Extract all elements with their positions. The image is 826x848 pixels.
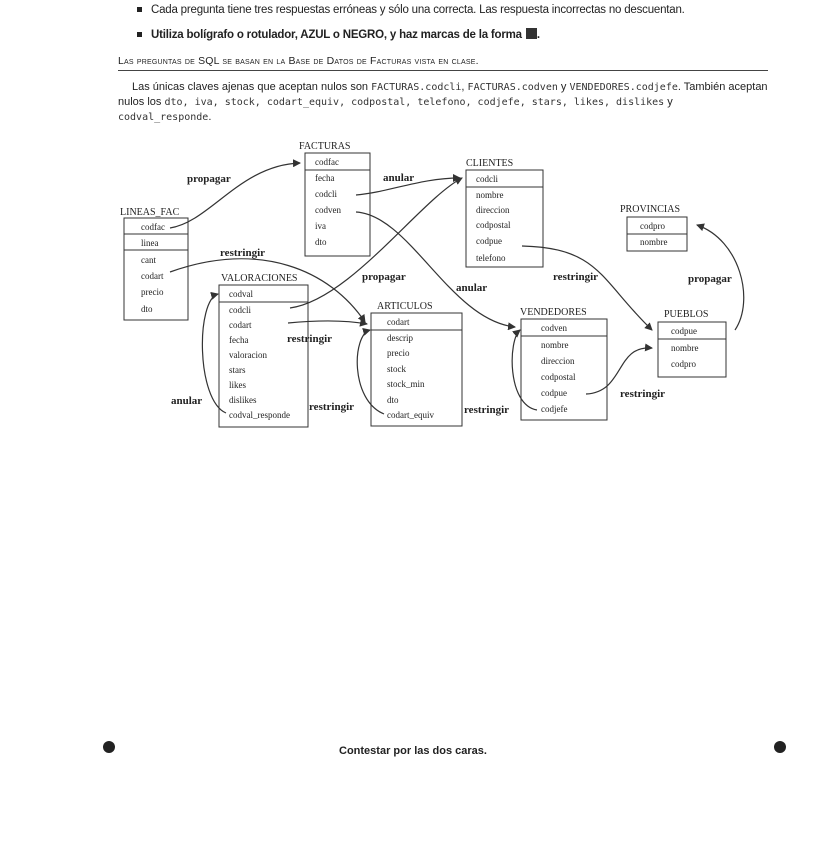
- registration-dot-right: [774, 741, 786, 753]
- table-valoraciones: [219, 273, 308, 427]
- field: codpue: [476, 236, 502, 246]
- table-vendedores: [520, 307, 607, 420]
- field: codpro: [640, 221, 665, 231]
- nullable-field-list: dto, iva, stock, codart_equiv, codpostal, telefono, codjefe, stars, likes, dislikes: [164, 97, 665, 108]
- field: codcli: [315, 189, 337, 199]
- field: cant: [141, 255, 156, 265]
- relationship-label: anular: [171, 395, 203, 407]
- table-lineas-fac: [120, 207, 188, 320]
- field: codart_equiv: [387, 410, 434, 420]
- table-title: LINEAS_FAC: [120, 207, 180, 218]
- fk-arrow-lineas-articulos: [170, 259, 365, 322]
- foreign-key-1: FACTURAS.codcli: [371, 82, 462, 93]
- paragraph-text: ,: [461, 81, 468, 93]
- relationship-label: restringir: [287, 333, 333, 345]
- field: codven: [315, 205, 341, 215]
- table-title: FACTURAS: [299, 141, 351, 152]
- fk-arrow-vendedores-self: [512, 330, 537, 410]
- field: iva: [315, 221, 326, 231]
- relationship-label: restringir: [620, 388, 666, 400]
- table-provincias: [620, 204, 687, 251]
- field: dislikes: [229, 395, 257, 405]
- field: dto: [387, 395, 399, 405]
- foreign-key-2: FACTURAS.codven: [467, 82, 558, 93]
- field: codart: [229, 320, 252, 330]
- field: stock_min: [387, 379, 425, 389]
- field: nombre: [671, 343, 699, 353]
- fk-arrow-valoraciones-articulos: [288, 321, 367, 324]
- table-title: PROVINCIAS: [620, 204, 681, 215]
- field: codcli: [229, 305, 251, 315]
- field: linea: [141, 238, 159, 248]
- field: codven: [541, 323, 567, 333]
- table-facturas: [299, 141, 370, 256]
- table-title: CLIENTES: [466, 158, 514, 169]
- table-box: [124, 250, 188, 320]
- instruction-text-2: Utiliza bolígrafo o rotulador, AZUL o NEGRO, y haz marcas de la forma: [151, 29, 522, 41]
- table-pueblos: [658, 309, 726, 377]
- table-title: ARTICULOS: [377, 301, 433, 312]
- paragraph-text: y: [557, 81, 570, 93]
- instruction-text-1: Cada pregunta tiene tres respuestas erróneas y sólo una correcta. Las respuesta incorrectas no descuentan.: [151, 4, 685, 16]
- relationship-label: anular: [456, 282, 488, 294]
- field: codpostal: [476, 220, 511, 230]
- table-title: PUEBLOS: [664, 309, 709, 320]
- relationship-label: restringir: [220, 247, 266, 259]
- field: codpue: [541, 388, 567, 398]
- field: codfac: [315, 157, 339, 167]
- field: precio: [141, 287, 164, 297]
- paragraph-text: Las únicas claves ajenas que aceptan nulos son: [132, 81, 372, 93]
- relationship-label: anular: [383, 172, 415, 184]
- table-articulos: [371, 301, 462, 426]
- field: codpue: [671, 326, 697, 336]
- relationship-label: restringir: [553, 271, 599, 283]
- relationship-label: propagar: [362, 271, 406, 283]
- field: codpro: [671, 359, 696, 369]
- field: direccion: [541, 356, 575, 366]
- field: direccion: [476, 205, 510, 215]
- field: telefono: [476, 253, 506, 263]
- table-clientes: [466, 158, 543, 267]
- field: stock: [387, 364, 406, 374]
- field: codart: [141, 271, 164, 281]
- field: valoracion: [229, 350, 267, 360]
- section-heading: Las preguntas de SQL se basan en la Base de Datos de Facturas vista en clase.: [118, 55, 768, 71]
- relationship-label: restringir: [309, 401, 355, 413]
- field: codval_responde: [229, 410, 290, 420]
- field: descrip: [387, 333, 413, 343]
- foreign-key-3: VENDEDORES.codjefe: [569, 82, 678, 93]
- instruction-bullet-2: Utiliza bolígrafo o rotulador, AZUL o NEGRO, y haz marcas de la forma .: [137, 28, 540, 41]
- relationship-label: propagar: [688, 273, 732, 285]
- field: fecha: [229, 335, 249, 345]
- field: nombre: [640, 237, 668, 247]
- nullable-field-last: codval_responde: [118, 112, 209, 123]
- relationship-label: restringir: [464, 404, 510, 416]
- fk-arrow-valoraciones-self: [202, 294, 226, 413]
- table-title: VENDEDORES: [520, 307, 587, 318]
- field: precio: [387, 348, 410, 358]
- field: dto: [315, 237, 327, 247]
- field: nombre: [476, 190, 504, 200]
- paragraph-text: . También aceptan nulos los: [118, 81, 768, 108]
- field: codcli: [476, 174, 498, 184]
- field: likes: [229, 380, 246, 390]
- field: codart: [387, 317, 410, 327]
- paragraph-text: .: [208, 111, 212, 123]
- pk-box: [371, 313, 462, 330]
- field: codpostal: [541, 372, 576, 382]
- field: stars: [229, 365, 246, 375]
- paragraph-text: y: [664, 96, 673, 108]
- footer-note: Contestar por las dos caras.: [339, 745, 487, 757]
- relationship-label: propagar: [187, 173, 231, 185]
- field: dto: [141, 304, 153, 314]
- field: nombre: [541, 340, 569, 350]
- field: codfac: [141, 222, 165, 232]
- field: codjefe: [541, 404, 568, 414]
- field: fecha: [315, 173, 335, 183]
- table-title: VALORACIONES: [221, 273, 298, 284]
- field: codval: [229, 289, 253, 299]
